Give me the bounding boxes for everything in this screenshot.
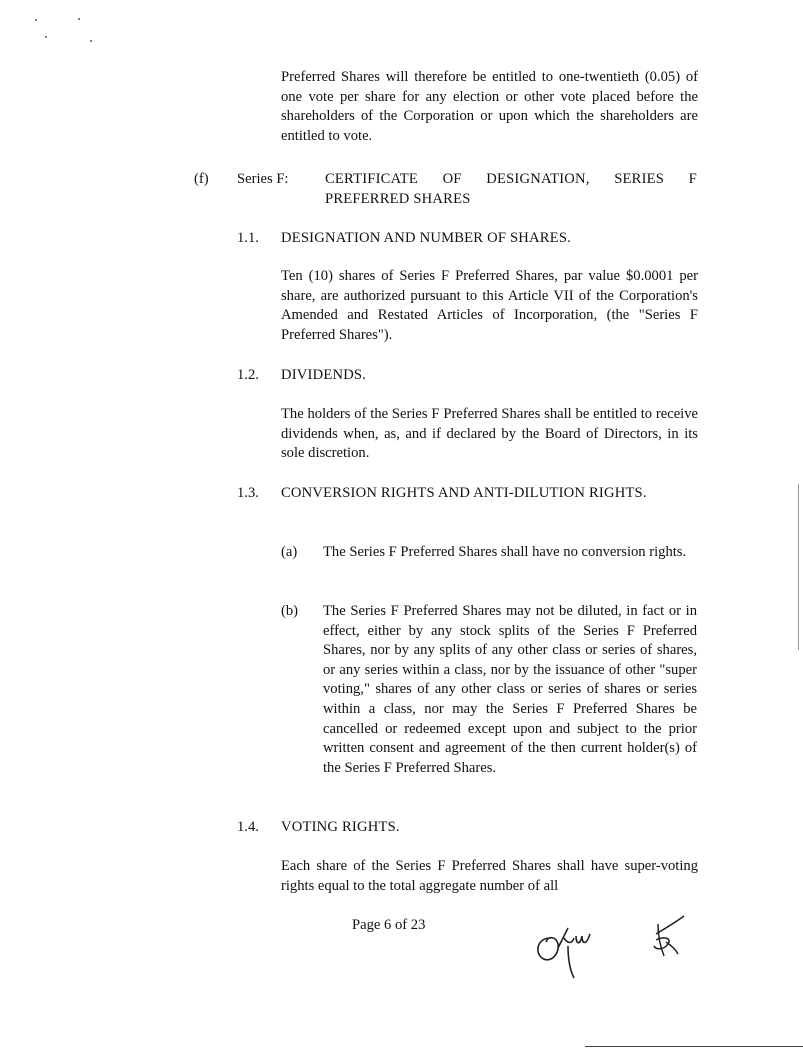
section-number: 1.1. — [237, 230, 259, 246]
scan-speck — [90, 40, 92, 42]
item-marker: (a) — [281, 544, 298, 560]
page-number: Page 6 of 23 — [352, 917, 426, 933]
section-body: Ten (10) shares of Series F Preferred Shares, par value $0.0001 per share, are authorized pursuant to this Article VII of the Corporation's Amended and Restated Articles of Incorporation, (the "Series F Preferred Shares"). — [281, 268, 698, 343]
item-marker: (b) — [281, 603, 299, 619]
section-heading: DIVIDENDS. — [281, 367, 367, 383]
intro-paragraph: Preferred Shares will therefore be entitled to one-twentieth (0.05) of one vote per share for any election or other vote placed before the shareholders of the Corporation or upon which the shareholders are entitled to vote. — [281, 69, 698, 144]
section-number: 1.3. — [237, 485, 259, 501]
scan-speck — [35, 19, 37, 21]
series-marker: (f) — [194, 171, 209, 187]
section-body: The holders of the Series F Preferred Shares shall be entitled to receive dividends when, as, and if declared by the Board of Directors, in its sole discretion. — [281, 406, 698, 462]
scan-speck — [45, 36, 47, 38]
section-number: 1.2. — [237, 367, 259, 383]
scan-edge-line — [585, 1046, 803, 1047]
section-heading: DESIGNATION AND NUMBER OF SHARES. — [281, 230, 571, 246]
item-text: The Series F Preferred Shares shall have no conversion rights. — [323, 544, 687, 560]
scan-speck — [78, 18, 80, 20]
scan-edge-line — [798, 484, 799, 650]
section-number: 1.4. — [237, 819, 259, 835]
series-title: CERTIFICATE OF DESIGNATION, SERIES F PREFERRED SHARES — [325, 171, 697, 207]
item-text: The Series F Preferred Shares may not be diluted, in fact or in effect, either by any stock splits of the Series F Preferred Shares, nor by any splits of any other class or series of shares, or any series within a class, nor by the issuance of other "super voting," shares of any other class or series of shares or series within a class, nor may the Series F Preferred Shares be cancelled or redeemed except upon and subject to the prior written consent and agreement of the then current holder(s) of the Series F Preferred Shares. — [323, 603, 697, 776]
section-heading: VOTING RIGHTS. — [281, 819, 400, 835]
series-label: Series F: — [237, 171, 289, 187]
section-body: Each share of the Series F Preferred Shares shall have super-voting rights equal to the total aggregate number of all — [281, 858, 698, 894]
initials-signature-icon — [646, 912, 690, 962]
section-heading: CONVERSION RIGHTS AND ANTI-DILUTION RIGHTS. — [281, 485, 647, 501]
initials-signature-icon — [528, 918, 608, 982]
